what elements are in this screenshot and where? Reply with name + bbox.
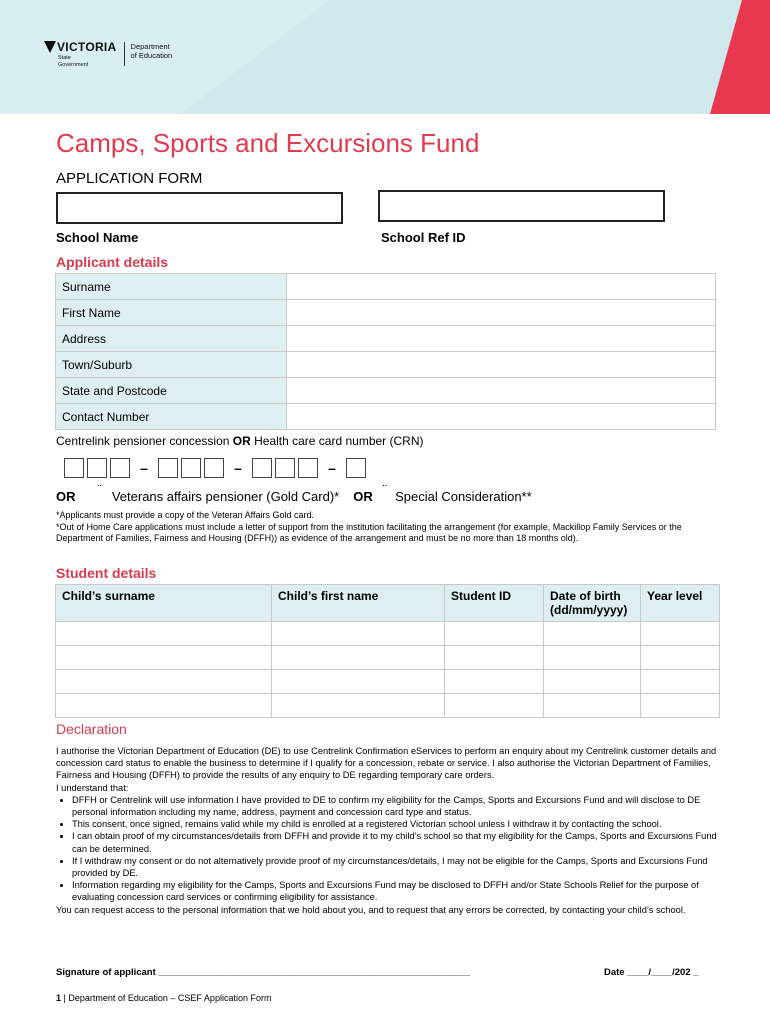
- crn-text-before: Centrelink pensioner concession: [56, 434, 233, 448]
- student-cell[interactable]: [56, 694, 272, 718]
- contact-number-field[interactable]: [287, 404, 716, 430]
- state-postcode-field[interactable]: [287, 378, 716, 404]
- surname-label: Surname: [56, 274, 287, 300]
- first-name-label: First Name: [56, 300, 287, 326]
- table-row: [56, 300, 716, 326]
- col-date-of-birth: Date of birth (dd/mm/yyyy): [544, 585, 641, 622]
- student-cell[interactable]: [544, 622, 641, 646]
- page-title: Camps, Sports and Excursions Fund: [56, 128, 480, 158]
- crn-digit-box[interactable]: [110, 458, 130, 478]
- table-header-row: [56, 585, 720, 622]
- student-cell[interactable]: [641, 694, 720, 718]
- logo-sub-state: State: [58, 55, 71, 61]
- student-cell[interactable]: [445, 622, 544, 646]
- table-row: [56, 694, 720, 718]
- student-cell[interactable]: [641, 622, 720, 646]
- student-cell[interactable]: [272, 694, 445, 718]
- note-gold-card: *Applicants must provide a copy of the Veteran Affairs Gold card.: [56, 510, 314, 520]
- school-ref-label: School Ref ID: [381, 230, 466, 245]
- surname-field[interactable]: [287, 274, 716, 300]
- victoria-logo: [44, 40, 172, 68]
- crn-dash: –: [234, 460, 242, 476]
- applicant-heading: Applicant details: [56, 254, 169, 270]
- town-label: Town/Suburb: [56, 352, 287, 378]
- table-row: [56, 326, 716, 352]
- date-line[interactable]: Date ____/____/202 _: [604, 967, 699, 978]
- student-table: [55, 584, 720, 718]
- corner-accent: [700, 0, 770, 114]
- concession-options: [56, 482, 532, 504]
- student-cell[interactable]: [544, 670, 641, 694]
- logo-divider: [124, 42, 125, 66]
- student-cell[interactable]: [272, 670, 445, 694]
- contact-number-label: Contact Number: [56, 404, 287, 430]
- footer-text: Department of Education – CSEF Application Form: [68, 993, 272, 1003]
- list-item: • This consent, once signed, remains valid while my child is enrolled at a registered Victorian school unless I withdraw it by contacting the school.: [72, 818, 721, 830]
- list-item: • DFFH or Centrelink will use information I have provided to DE to confirm my eligibility for the Camps, Sports and Excursions Fund and will disclose to DE personal information including my name, address, payment and concession card type and status.: [72, 794, 721, 818]
- school-name-field[interactable]: [56, 192, 343, 224]
- table-row: [56, 622, 720, 646]
- student-cell[interactable]: [445, 646, 544, 670]
- declaration-para2: You can request access to the personal information that we hold about you, and to request that any errors be corrected, by contacting your child’s school.: [56, 904, 686, 915]
- student-cell[interactable]: [56, 670, 272, 694]
- logo-word: VICTORIA: [57, 40, 117, 54]
- form-subtitle: APPLICATION FORM: [56, 170, 203, 187]
- col-child-first-name: Child’s first name: [272, 585, 445, 622]
- declaration-body: [56, 745, 721, 916]
- crn-digit-box[interactable]: [87, 458, 107, 478]
- list-item: • Information regarding my eligibility for the Camps, Sports and Excursions Fund may be disclosed to DFFH and/or State Schools Relief for the purpose of evaluating concession card services or confirming eligibility for assistance.: [72, 879, 721, 903]
- crn-label: [56, 434, 424, 448]
- student-cell[interactable]: [56, 646, 272, 670]
- col-student-id: Student ID: [445, 585, 544, 622]
- table-row: [56, 274, 716, 300]
- town-field[interactable]: [287, 352, 716, 378]
- page-number: 1: [56, 993, 62, 1003]
- corner-accent-shape: [710, 0, 770, 114]
- table-row: [56, 670, 720, 694]
- crn-digit-box[interactable]: [275, 458, 295, 478]
- crn-dash: –: [140, 460, 148, 476]
- crn-digit-box[interactable]: [64, 458, 84, 478]
- special-consideration-checkbox[interactable]: ¨: [382, 482, 388, 497]
- declaration-list: [56, 794, 721, 904]
- veterans-checkbox[interactable]: ¨: [97, 482, 102, 497]
- student-heading: Student details: [56, 565, 157, 581]
- dept-line1: Department: [130, 42, 170, 51]
- logo-sub-government: Government: [58, 61, 89, 68]
- student-cell[interactable]: [544, 646, 641, 670]
- crn-text-after: Health care card number (CRN): [250, 434, 424, 448]
- school-name-label: School Name: [56, 230, 139, 245]
- table-row: [56, 352, 716, 378]
- page-footer: [56, 993, 271, 1003]
- student-cell[interactable]: [272, 622, 445, 646]
- table-row: [56, 646, 720, 670]
- crn-digit-box[interactable]: [204, 458, 224, 478]
- list-item: • If I withdraw my consent or do not alternatively provide proof of my circumstances/details, I may not be eligible for the Camps, Sports and Excursions Fund provided by DE.: [72, 855, 721, 879]
- crn-digit-box[interactable]: [158, 458, 178, 478]
- footer-separator: |: [61, 993, 69, 1003]
- student-cell[interactable]: [56, 622, 272, 646]
- veterans-label: Veterans affairs pensioner (Gold Card)*: [111, 489, 340, 504]
- student-cell[interactable]: [641, 670, 720, 694]
- or-label-1: OR: [56, 489, 76, 504]
- signature-line[interactable]: Signature of applicant ___________________________________________________________: [56, 967, 471, 978]
- table-row: [56, 378, 716, 404]
- student-cell[interactable]: [641, 646, 720, 670]
- crn-input-group: [64, 458, 369, 478]
- applicant-table: [55, 273, 716, 430]
- note-out-of-home-care: *Out of Home Care applications must include a letter of support from the institution facilitating the arrangement (for example, Mackillop Family Services or the Department of Families, Fairness and Housing (DFFH)) as evidence of the arrangement and must be no more than 18 months old).: [56, 522, 682, 543]
- address-field[interactable]: [287, 326, 716, 352]
- crn-dash: –: [328, 460, 336, 476]
- declaration-heading: Declaration: [56, 721, 127, 737]
- special-consideration-label: Special Consideration**: [395, 489, 532, 504]
- address-label: Address: [56, 326, 287, 352]
- col-child-surname: Child’s surname: [56, 585, 272, 622]
- col-year-level: Year level: [641, 585, 720, 622]
- crn-digit-box[interactable]: [181, 458, 201, 478]
- dept-line2: of Education: [130, 51, 173, 60]
- declaration-para1: I authorise the Victorian Department of Education (DE) to use Centrelink Confirmation eServices to perform an enquiry about my Centrelink customer details and concession card status to enable the business to determine if I qualify for a concession, rebate or service. I also authorise the Victorian Department of Families, Fairness and Housing (DFFH) to provide the results of any enquiry to DE regarding temporary care orders.: [56, 746, 717, 781]
- crn-or: OR: [232, 434, 251, 448]
- student-cell[interactable]: [445, 670, 544, 694]
- crn-digit-box[interactable]: [252, 458, 272, 478]
- crn-digit-box[interactable]: [346, 458, 366, 478]
- student-cell[interactable]: [445, 694, 544, 718]
- declaration-understand: I understand that:: [56, 782, 129, 793]
- student-cell[interactable]: [272, 646, 445, 670]
- student-cell[interactable]: [544, 694, 641, 718]
- list-item: • I can obtain proof of my circumstances/details from DFFH and provide it to my child’s school so that my eligibility for the Camps, Sports and Excursions Fund can be determined.: [72, 830, 721, 854]
- state-postcode-label: State and Postcode: [56, 378, 287, 404]
- school-ref-field[interactable]: [378, 190, 665, 222]
- table-row: [56, 404, 716, 430]
- first-name-field[interactable]: [287, 300, 716, 326]
- or-label-2: OR: [353, 489, 373, 504]
- triangle-icon: [44, 41, 56, 53]
- crn-digit-box[interactable]: [298, 458, 318, 478]
